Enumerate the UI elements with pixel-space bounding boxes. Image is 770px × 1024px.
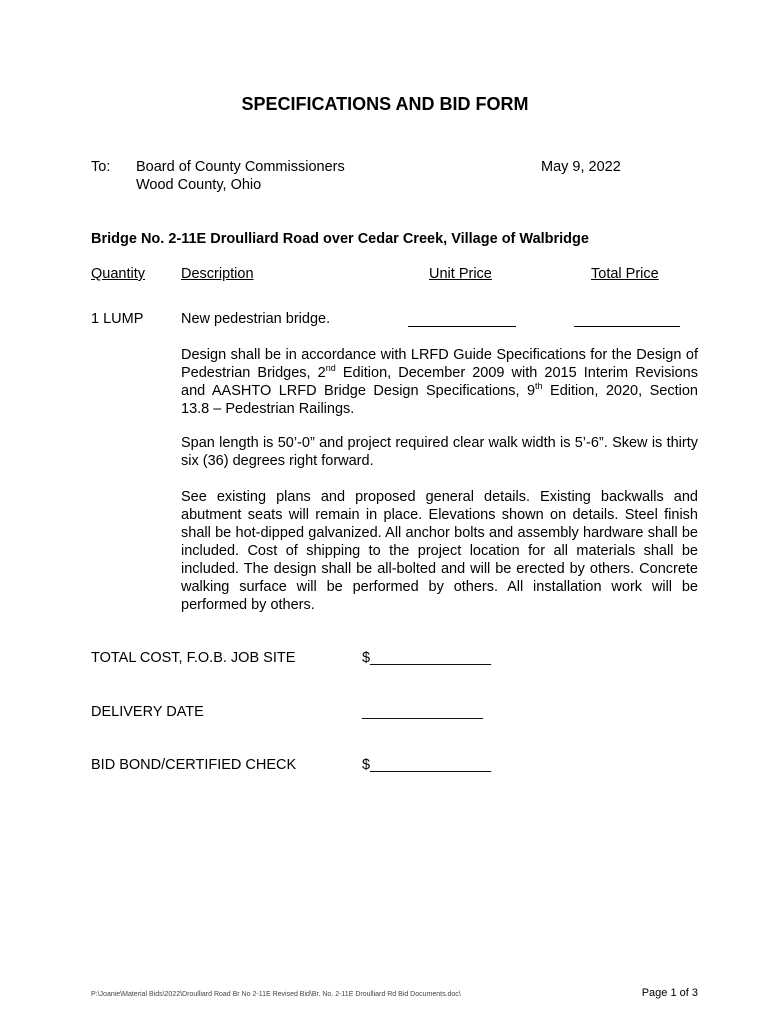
delivery-date-field[interactable]: _______________ <box>362 704 483 720</box>
item-description: New pedestrian bridge. <box>181 311 331 327</box>
item-quantity: 1 LUMP <box>91 311 144 327</box>
column-quantity: Quantity <box>91 266 145 282</box>
footer-page-number: Page 1 of 3 <box>641 987 698 999</box>
footer-file-path: P:\Joanie\Material Bids\2022\Droulliard Road Br No 2-11E Revised Bid\Br. No. 2-11E Droulliard Rd Bid Documents.doc\ <box>91 991 461 998</box>
to-label: To: <box>91 159 111 175</box>
existing-plans-paragraph: See existing plans and proposed general details. Existing backwalls and abutment seats will remain in place. Elevations shown on details. Steel finish shall be hot-dipped galvanized. All anchor bolts and assembly hardware shall be included. Cost of shipping to the project location for all materials shall be included. The design shall be all-bolted and will be erected by others. Concrete walking surface will be performed by others. All installation work will be performed by others. <box>181 489 698 613</box>
recipient-line-1: Board of County Commissioners <box>136 159 345 175</box>
column-total-price: Total Price <box>591 266 659 282</box>
column-unit-price: Unit Price <box>429 266 492 282</box>
total-price-blank[interactable] <box>574 314 680 327</box>
span-paragraph: Span length is 50’-0” and project required clear walk width is 5’-6”. Skew is thirty six (36) degrees right forward. <box>181 435 698 469</box>
delivery-date-label: DELIVERY DATE <box>91 704 204 720</box>
document-date: May 9, 2022 <box>541 159 621 175</box>
design-paragraph: Design shall be in accordance with LRFD Guide Specifications for the Design of Pedestrian Bridges, 2nd Edition, December 2009 with 2015 Interim Revisions and AASHTO LRFD Bridge Design Specifications, 9th Edition, 2020, Section 13.8 – Pedestrian Railings. <box>181 347 698 417</box>
total-cost-label: TOTAL COST, F.O.B. JOB SITE <box>91 650 296 666</box>
page-title: SPECIFICATIONS AND BID FORM <box>241 94 529 114</box>
total-cost-field[interactable]: $_______________ <box>362 650 492 666</box>
bid-bond-label: BID BOND/CERTIFIED CHECK <box>91 757 297 773</box>
project-heading: Bridge No. 2-11E Droulliard Road over Cedar Creek, Village of Walbridge <box>91 231 589 247</box>
column-description: Description <box>181 266 254 282</box>
recipient-line-2: Wood County, Ohio <box>136 177 262 193</box>
bid-bond-field[interactable]: $_______________ <box>362 757 492 773</box>
unit-price-blank[interactable] <box>408 314 516 327</box>
